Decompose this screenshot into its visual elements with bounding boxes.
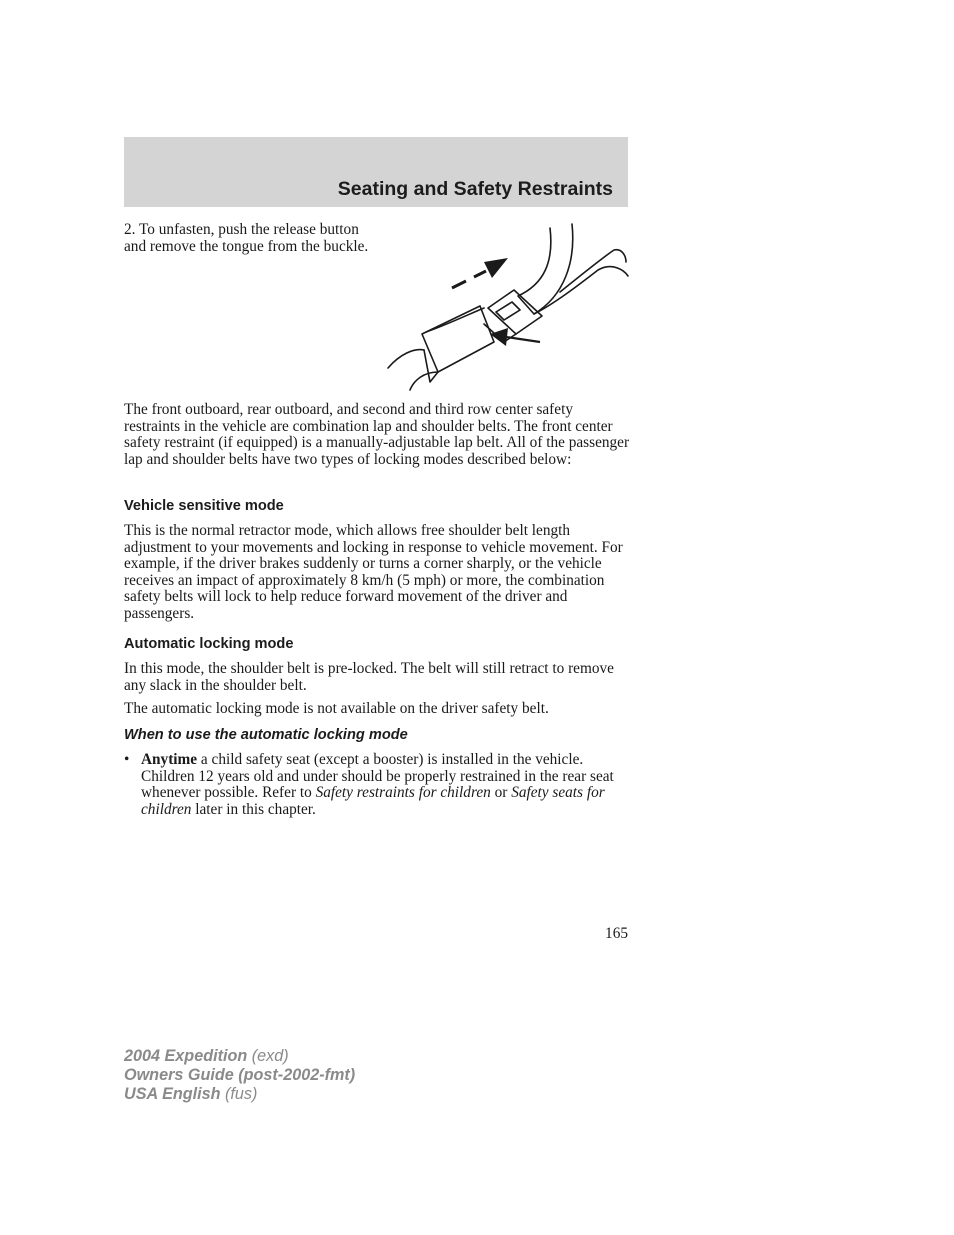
- section-title: Seating and Safety Restraints: [337, 178, 613, 200]
- pull-direction-arrow: [452, 271, 486, 288]
- heading-vehicle-sensitive-mode: Vehicle sensitive mode: [124, 498, 284, 514]
- buckle-body: [422, 306, 494, 372]
- heading-when-to-use: When to use the automatic locking mode: [124, 727, 408, 743]
- seatbelt-buckle-illustration: [384, 222, 630, 392]
- heading-automatic-locking-mode: Automatic locking mode: [124, 636, 294, 652]
- bullet-text-part: a child safety seat (except a booster) is installed in the vehicle. Children 12 years old and under should be properly restrained in the rear seat whenever possible. Refer to: [141, 751, 614, 802]
- reference-safety-seats-for-children: Safety seats for children: [141, 784, 605, 818]
- footer-line-2: [124, 1066, 355, 1085]
- footer-model: 2004 Expedition: [124, 1047, 248, 1065]
- reference-safety-restraints-for-children: Safety restraints for children: [315, 784, 491, 802]
- footer-line-1: [124, 1047, 355, 1066]
- section-header-bar: [124, 137, 628, 207]
- footer-line-3: [124, 1085, 355, 1104]
- bullet-text-part: or: [490, 784, 512, 802]
- bullet-bold-lead: Anytime: [141, 751, 198, 768]
- footer-guide: Owners Guide (post-2002-fmt): [124, 1066, 356, 1084]
- bullet-text: [141, 752, 630, 818]
- automatic-locking-paragraph: In this mode, the shoulder belt is pre-locked. The belt will still retract to remove any slack in the shoulder belt.: [124, 660, 614, 694]
- bullet-text-part: later in this chapter.: [191, 800, 316, 818]
- bullet-marker: •: [124, 751, 130, 768]
- release-button-arrow: [506, 337, 540, 342]
- hand-outline: [388, 350, 424, 368]
- step-instruction: 2. To unfasten, push the release button and remove the tongue from the buckle.: [124, 221, 369, 255]
- document-footer: [124, 1047, 355, 1104]
- automatic-locking-driver-note: The automatic locking mode is not available on the driver safety belt.: [124, 700, 549, 717]
- footer-model-code: (exd): [247, 1047, 289, 1065]
- footer-language-code: (fus): [220, 1085, 258, 1103]
- page-number: 165: [605, 925, 628, 942]
- bullet-item: [124, 752, 630, 818]
- footer-language: USA English: [124, 1085, 221, 1103]
- vehicle-sensitive-paragraph: This is the normal retractor mode, which allows free shoulder belt length adjustment to your movements and locking in response to vehicle movement. For example, if the driver brakes suddenly or turns a corner sharply, or the vehicle receives an impact of approximately 8 km/h (5 mph) or more, the combination safety belts will lock to help reduce forward movement of the driver and passengers.: [124, 522, 623, 622]
- pull-arrow-head: [484, 258, 508, 278]
- intro-paragraph: The front outboard, rear outboard, and second and third row center safety restraints in the vehicle are combination lap and shoulder belts. The front center safety restraint (if equipped) is a manually-adjustable lap belt. All of the passenger lap and shoulder belts have two types of locking modes described below:: [124, 401, 630, 468]
